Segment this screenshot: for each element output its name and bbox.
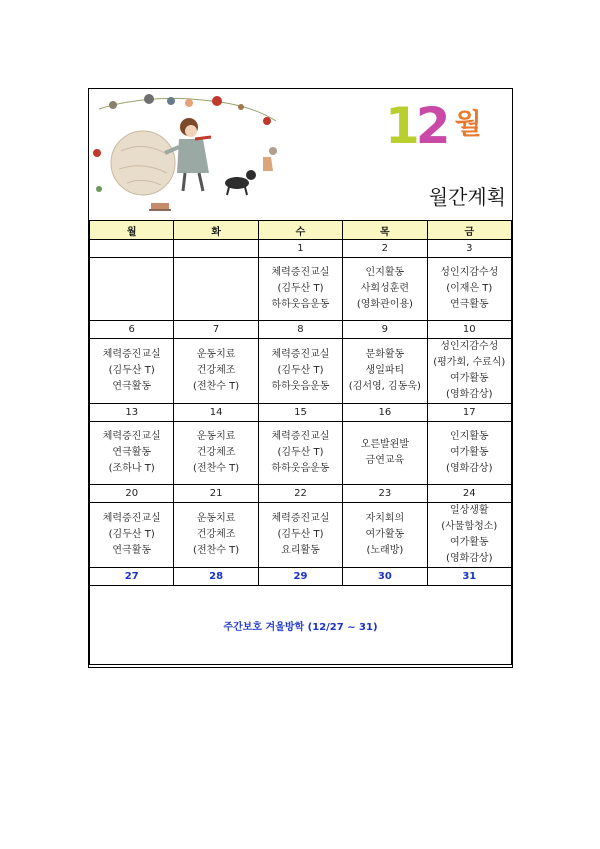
activity-line: 문화활동 xyxy=(365,349,405,360)
activity-line: 성인지감수성 xyxy=(440,267,499,278)
activity-cell xyxy=(90,503,174,568)
activity-line: 운동치료 xyxy=(196,513,236,524)
date-cell: 14 xyxy=(174,404,258,422)
activity-line: 성인지감수성 xyxy=(440,341,499,352)
activity-line: 금연교육 xyxy=(365,455,405,466)
activity-cell xyxy=(427,503,511,568)
activity-line: 체력증진교실 xyxy=(102,431,161,442)
activity-cell xyxy=(174,422,258,485)
activity-line: (영화관이용) xyxy=(356,299,413,310)
activity-line: 체력증진교실 xyxy=(102,349,161,360)
activity-line: (조하나 T) xyxy=(108,463,155,474)
activity-line: (사물함청소) xyxy=(441,521,498,532)
activity-line: 체력증진교실 xyxy=(271,349,330,360)
activity-line: (김서영, 김동욱) xyxy=(348,381,421,392)
monthly-plan-frame xyxy=(88,88,513,668)
winter-illustration xyxy=(91,91,281,219)
activity-cell xyxy=(90,422,174,485)
date-row xyxy=(90,485,512,503)
activity-line: (김두산 T) xyxy=(277,529,324,540)
activity-line: 여가활동 xyxy=(449,537,489,548)
activity-line: 건강체조 xyxy=(196,447,236,458)
date-row xyxy=(90,404,512,422)
weekday-header: 월 xyxy=(90,221,174,240)
date-row-last-week xyxy=(90,568,512,586)
activity-line: (전찬수 T) xyxy=(193,381,240,392)
date-cell xyxy=(90,240,174,258)
activity-line: 건강체조 xyxy=(196,529,236,540)
activity-line: (영화감상) xyxy=(446,463,493,474)
date-cell: 9 xyxy=(343,321,427,339)
activity-cell xyxy=(174,503,258,568)
date-cell: 17 xyxy=(427,404,511,422)
date-cell: 7 xyxy=(174,321,258,339)
activity-line: (영화감상) xyxy=(446,389,493,400)
plan-header xyxy=(89,89,512,220)
activity-line: (전찬수 T) xyxy=(193,463,240,474)
plan-subtitle: 월간계획 xyxy=(428,185,506,209)
activity-line: 하하웃음운동 xyxy=(271,463,330,474)
activity-cell xyxy=(427,258,511,321)
activity-line: (전찬수 T) xyxy=(193,545,240,556)
activity-row xyxy=(90,422,512,485)
activity-line: 자치회의 xyxy=(365,513,405,524)
activity-cell xyxy=(258,258,342,321)
activity-line: (김두산 T) xyxy=(277,283,324,294)
activity-cell xyxy=(90,258,174,321)
weekday-header: 화 xyxy=(174,221,258,240)
activity-line: 체력증진교실 xyxy=(102,513,161,524)
winter-break-notice: 주간보호 겨울방학 (12/27 ~ 31) xyxy=(90,586,512,665)
activity-line: 체력증진교실 xyxy=(271,267,330,278)
date-cell: 13 xyxy=(90,404,174,422)
activity-line: 운동치료 xyxy=(196,431,236,442)
month-digit-two: 2 xyxy=(415,97,447,155)
activity-row xyxy=(90,503,512,568)
activity-line: (평가회, 수료식) xyxy=(433,357,506,368)
month-title xyxy=(385,97,482,155)
activity-line: 여가활동 xyxy=(449,373,489,384)
activity-row xyxy=(90,258,512,321)
activity-line: 연극활동 xyxy=(112,447,152,458)
holiday-date-cell: 31 xyxy=(427,568,511,586)
activity-line: 체력증진교실 xyxy=(271,513,330,524)
activity-cell xyxy=(427,422,511,485)
activity-line: 건강체조 xyxy=(196,365,236,376)
activity-line: (김두산 T) xyxy=(277,447,324,458)
activity-line: 일상생활 xyxy=(449,505,489,516)
date-cell xyxy=(174,240,258,258)
activity-line: 여가활동 xyxy=(365,529,405,540)
activity-line: 연극활동 xyxy=(449,299,489,310)
activity-line: 요리활동 xyxy=(281,545,320,556)
date-cell: 23 xyxy=(343,485,427,503)
activity-line: 인지활동 xyxy=(365,267,405,278)
activity-line: 인지활동 xyxy=(449,431,489,442)
activity-line: (김두산 T) xyxy=(108,365,155,376)
weekday-header: 목 xyxy=(343,221,427,240)
activity-line: (김두산 T) xyxy=(108,529,155,540)
date-cell: 24 xyxy=(427,485,511,503)
activity-line: (노래방) xyxy=(366,545,404,556)
activity-row xyxy=(90,339,512,404)
activity-cell xyxy=(258,339,342,404)
weekday-header: 금 xyxy=(427,221,511,240)
activity-line: 오른발왼발 xyxy=(360,439,410,450)
date-row xyxy=(90,321,512,339)
month-digit-one: 1 xyxy=(385,97,416,155)
activity-line: 연극활동 xyxy=(112,381,152,392)
date-cell: 15 xyxy=(258,404,342,422)
activity-cell xyxy=(90,339,174,404)
activity-line: 하하웃음운동 xyxy=(271,299,330,310)
holiday-date-cell: 27 xyxy=(90,568,174,586)
date-cell: 3 xyxy=(427,240,511,258)
date-cell: 21 xyxy=(174,485,258,503)
activity-line: 여가활동 xyxy=(449,447,489,458)
activity-cell xyxy=(258,422,342,485)
date-cell: 22 xyxy=(258,485,342,503)
activity-cell xyxy=(343,503,427,568)
month-char: 월 xyxy=(454,107,482,140)
date-row xyxy=(90,240,512,258)
date-cell: 2 xyxy=(343,240,427,258)
date-cell: 8 xyxy=(258,321,342,339)
activity-line: 체력증진교실 xyxy=(271,431,330,442)
activity-line: (김두산 T) xyxy=(277,365,324,376)
holiday-date-cell: 30 xyxy=(343,568,427,586)
activity-line: 운동치료 xyxy=(196,349,236,360)
calendar-table xyxy=(89,220,512,665)
date-cell: 1 xyxy=(258,240,342,258)
activity-cell xyxy=(343,339,427,404)
activity-line: 연극활동 xyxy=(112,545,152,556)
activity-line: 하하웃음운동 xyxy=(271,381,330,392)
activity-cell xyxy=(343,258,427,321)
holiday-date-cell: 28 xyxy=(174,568,258,586)
date-cell: 16 xyxy=(343,404,427,422)
activity-cell xyxy=(174,258,258,321)
holiday-date-cell: 29 xyxy=(258,568,342,586)
activity-line: (이재은 T) xyxy=(446,283,493,294)
activity-cell xyxy=(174,339,258,404)
weekday-header: 수 xyxy=(258,221,342,240)
activity-line: (영화감상) xyxy=(446,553,493,564)
date-cell: 20 xyxy=(90,485,174,503)
activity-cell xyxy=(427,339,511,404)
date-cell: 10 xyxy=(427,321,511,339)
activity-cell xyxy=(258,503,342,568)
notice-row xyxy=(90,586,512,665)
weekday-header-row xyxy=(90,221,512,240)
date-cell: 6 xyxy=(90,321,174,339)
activity-line: 사회성훈련 xyxy=(360,283,410,294)
activity-line: 생일파티 xyxy=(365,365,405,376)
activity-cell xyxy=(343,422,427,485)
